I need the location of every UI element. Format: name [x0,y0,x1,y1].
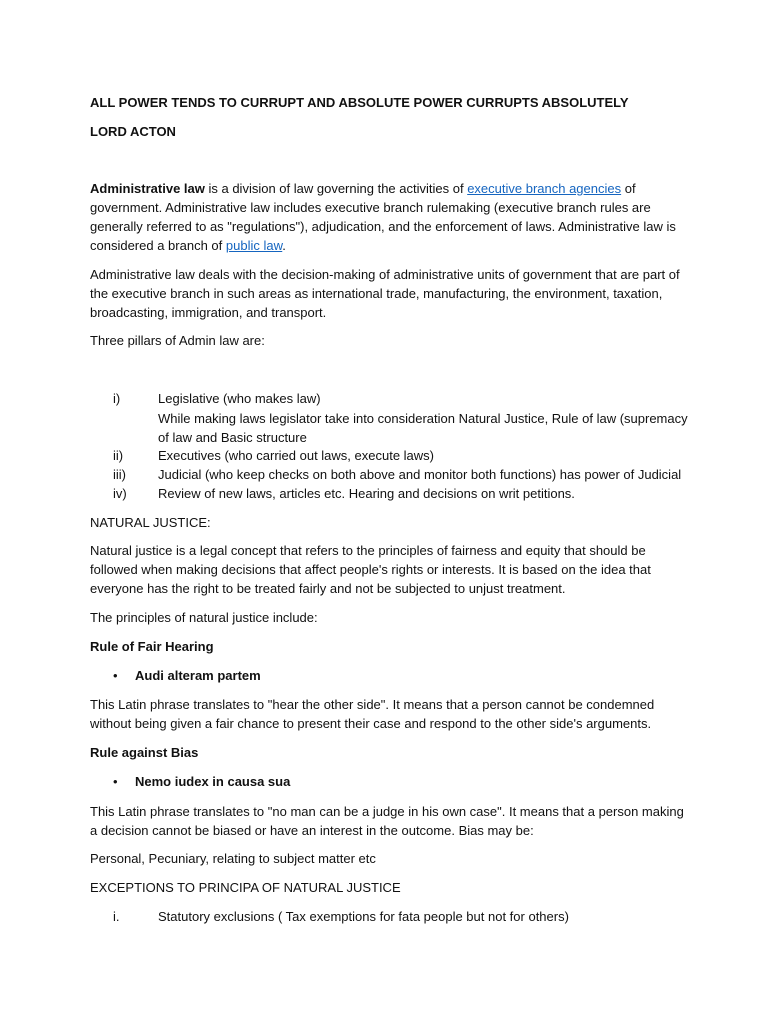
pillar-text: Executives (who carried out laws, execute laws) [158,448,435,463]
bias-paragraph: This Latin phrase translates to "no man can be a judge in his own case". It means that a person making a decision cannot be biased or have an interest in the outcome. Bias may be: [90,804,684,838]
audi-alteram-partem: Audi alteram partem [135,668,261,683]
bullet-icon: • [113,668,118,683]
fair-hearing-paragraph: This Latin phrase translates to "hear the other side". It means that a person cannot be condemned without being given a fair chance to present their case and respond to the other side's arguments. [90,697,655,731]
exceptions-heading: EXCEPTIONS TO PRINCIPA OF NATURAL JUSTICE [90,880,401,895]
bias-types: Personal, Pecuniary, relating to subject matter etc [90,851,376,866]
pillar-number: iv) [113,486,127,501]
pillar-number: ii) [113,448,124,463]
link-public-law[interactable]: public law [225,238,283,253]
link-executive-branch-agencies[interactable]: executive branch agencies [467,181,622,196]
intro-text-1: is a division of law governing the activities of [204,181,468,196]
intro-paragraph [90,179,690,255]
pillar-number: iii) [113,467,126,482]
pillar-note: While making laws legislator take into consideration Natural Justice, Rule of law (supremacy of law and Basic structure [158,411,688,445]
exception-number: i. [113,909,120,924]
nemo-iudex: Nemo iudex in causa sua [135,774,291,789]
pillar-text: Review of new laws, articles etc. Hearing and decisions on writ petitions. [158,486,575,501]
natural-justice-heading: NATURAL JUSTICE: [90,515,211,530]
rule-fair-hearing-heading: Rule of Fair Hearing [90,639,214,654]
author: LORD ACTON [90,124,176,139]
pillar-text: Legislative (who makes law) [158,391,321,406]
pillars-intro: Three pillars of Admin law are: [90,333,265,348]
pillar-number: i) [113,391,121,406]
scope-paragraph: Administrative law deals with the decision-making of administrative units of government that are part of the executive branch in such areas as international trade, manufacturing, the environment, taxation, broadcasting, immigration, and transport. [90,267,680,320]
natural-justice-paragraph: Natural justice is a legal concept that refers to the principles of fairness and equity that should be followed when making decisions that affect people's rights or interests. It is based on the idea that everyone has the right to be treated fairly and not be subjected to unjust treatment. [90,543,651,596]
intro-text-3: . [282,238,286,253]
title: ALL POWER TENDS TO CURRUPT AND ABSOLUTE POWER CURRUPTS ABSOLUTELY [90,95,629,110]
term-administrative-law: Administrative law [90,181,205,196]
intro-text-2: of government. Administrative law includes executive branch rulemaking (executive branch rules are generally referred to as "regulations"), adjudication, and the enforcement of laws. Administrative law is considered a branch of [90,181,676,253]
pillar-text: Judicial (who keep checks on both above and monitor both functions) has power of Judicial [158,467,682,482]
rule-against-bias-heading: Rule against Bias [90,745,199,760]
bullet-icon: • [113,774,118,789]
principles-intro: The principles of natural justice include: [90,610,318,625]
exception-text: Statutory exclusions ( Tax exemptions for fata people but not for others) [158,909,569,924]
